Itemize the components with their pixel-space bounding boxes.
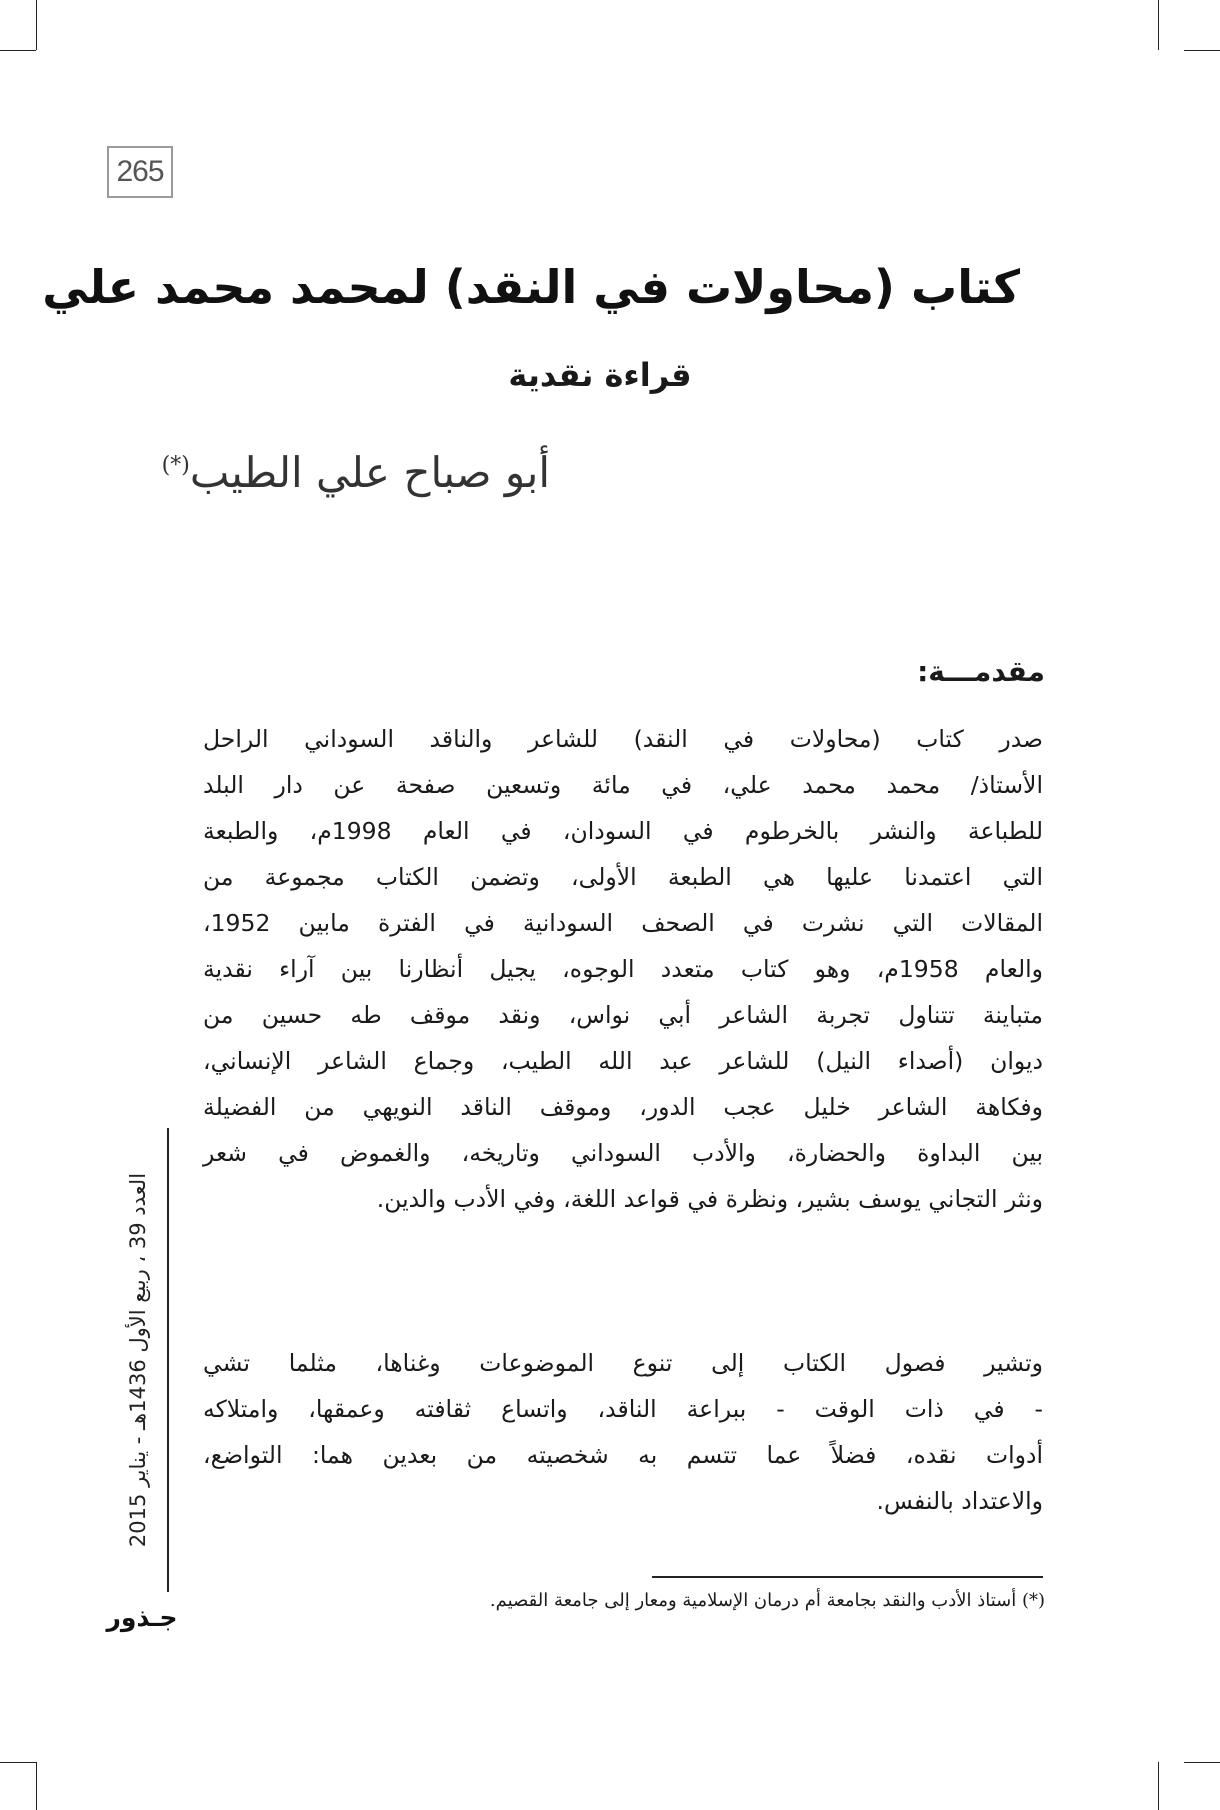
text-line: - في ذات الوقت - ببراعة الناقد، واتساع ثقافته وعمقها، وامتلاكه (203, 1395, 1043, 1423)
text-line: ونثر التجاني يوسف بشير، ونظرة في قواعد اللغة، وفي الأدب والدين. (376, 1185, 1043, 1213)
footnote-divider (652, 1576, 1043, 1578)
crop-mark (36, 1762, 37, 1810)
text-line: ديوان (أصداء النيل) للشاعر عبد الله الطيب، وجماع الشاعر الإنساني، (203, 1047, 1043, 1075)
crop-mark (36, 0, 37, 50)
text-line: والعام 1958م، وهو كتاب متعدد الوجوه، يجيل أنظارنا بين آراء نقدية (203, 955, 1043, 983)
page-number: 265 (107, 146, 173, 198)
section-heading: مقدمـــة: (917, 655, 1045, 688)
issue-info-vertical: العدد 39 ، ربيع الأول 1436هـ - يناير 2015 (126, 1172, 150, 1548)
text-line: بين البداوة والحضارة، والأدب السوداني وتاريخه، والغموض في شعر (203, 1139, 1043, 1167)
author-byline (150, 448, 550, 497)
text-line: متباينة تتناول تجربة الشاعر أبي نواس، ونقد موقف طه حسين من (203, 1001, 1043, 1029)
footnote: (*) أستاذ الأدب والنقد بجامعة أم درمان الإسلامية ومعار إلى جامعة القصيم. (489, 1590, 1045, 1611)
crop-mark (1184, 1762, 1220, 1763)
text-line: والاعتداد بالنفس. (876, 1487, 1043, 1515)
crop-mark (1184, 50, 1220, 51)
article-subtitle: قراءة نقدية (508, 356, 692, 394)
crop-mark (1158, 0, 1159, 50)
crop-mark (1158, 1762, 1159, 1810)
text-line: المقالات التي نشرت في الصحف السودانية في الفترة مابين 1952، (203, 909, 1043, 937)
text-line: صدر كتاب (محاولات في النقد) للشاعر والناقد السوداني الراحل (203, 725, 1043, 753)
text-line: أدوات نقده، فضلاً عما تتسم به شخصيته من بعدين هما: التواضع، (203, 1441, 1043, 1469)
crop-mark (0, 1762, 36, 1763)
crop-mark (0, 50, 36, 51)
text-line: وفكاهة الشاعر خليل عجب الدور، وموقف الناقد النويهي من الفضيلة (203, 1093, 1043, 1121)
journal-logo-text: جـذور (106, 1602, 178, 1632)
author-name: أبو صباح علي الطيب (189, 448, 550, 497)
text-line: للطباعة والنشر بالخرطوم في السودان، في العام 1998م، والطبعة (203, 817, 1043, 845)
margin-rule (167, 1128, 169, 1592)
text-line: التي اعتمدنا عليها هي الطبعة الأولى، وتضمن الكتاب مجموعة من (203, 863, 1043, 891)
author-footnote-marker: (*) (161, 453, 190, 478)
paragraph-second (203, 1340, 1043, 1524)
text-line: وتشير فصول الكتاب إلى تنوع الموضوعات وغناها، مثلما تشي (203, 1349, 1043, 1377)
journal-logo (97, 1600, 187, 1634)
paragraph-intro (203, 716, 1043, 1222)
text-line: الأستاذ/ محمد محمد علي، في مائة وتسعين صفحة عن دار البلد (203, 771, 1043, 799)
article-title: كتاب (محاولات في النقد) لمحمد محمد علي (42, 260, 1020, 314)
